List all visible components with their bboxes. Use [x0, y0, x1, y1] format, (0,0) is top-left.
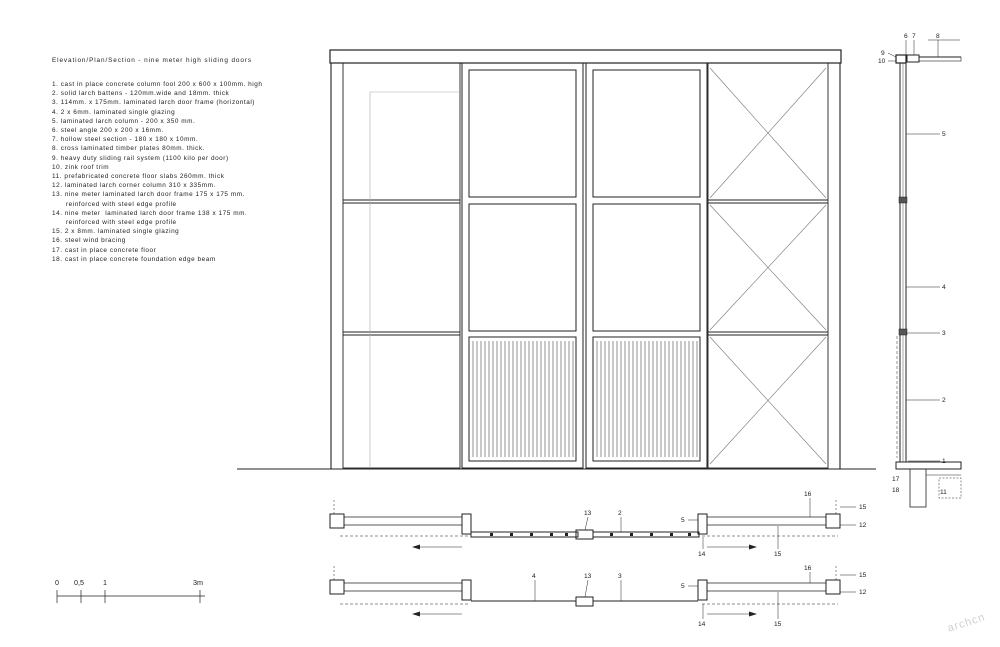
plan2-slide-arrow-right [749, 612, 757, 617]
section-floor [896, 462, 961, 469]
plan1-callout-12: 12 [859, 522, 867, 529]
plan1-door-left [471, 532, 578, 537]
plan2-callout-12: 12 [859, 589, 867, 596]
section-callout-2: 2 [942, 397, 946, 404]
plan1-slide-arrow-left [412, 545, 420, 550]
legend-item: 4. 2 x 6mm. laminated single glazing [52, 108, 176, 116]
plan-closed [330, 491, 867, 558]
sliding-door-right [586, 63, 707, 468]
roof-beam [330, 50, 841, 63]
plan2-corner-column-left [330, 580, 344, 594]
plan1-callout-15b: 15 [774, 551, 782, 558]
legend-item: 14. nine meter laminated larch door frame 138 x 175 mm. reinforced with steel edge profile [52, 209, 248, 227]
elevation-view [237, 50, 876, 469]
section-view [878, 33, 961, 507]
plan1-slide-arrow-right [749, 545, 757, 550]
drawing-title: Elevation/Plan/Section - nine meter high sliding doors [52, 57, 252, 64]
section-callouts [878, 33, 960, 496]
plan1-callout-15: 15 [859, 504, 867, 511]
legend-item: 6. steel angle 200 x 200 x 16mm. [52, 127, 164, 135]
right-braced-panel [708, 63, 828, 468]
legend-item: 15. 2 x 8mm. laminated single glazing [52, 228, 180, 236]
plan-batten-mark [610, 533, 613, 536]
sliding-door-left [462, 63, 583, 468]
plan-batten-mark [565, 533, 568, 536]
legend-item: 18. cast in place concrete foundation edge beam [52, 255, 216, 263]
plan2-callout-4: 4 [532, 573, 536, 580]
section-callout-7: 7 [912, 33, 916, 40]
legend-item: 16. steel wind bracing [52, 237, 126, 245]
section-callout-9: 9 [881, 50, 885, 57]
legend-item: 12. laminated larch corner column 310 x 335mm. [52, 182, 216, 190]
section-callout-17: 17 [892, 476, 900, 483]
section-callout-6: 6 [904, 33, 908, 40]
legend-item: 13. nine meter laminated larch door frame 175 x 175 mm. reinforced with steel edge profile [52, 191, 245, 208]
plan1-door-right [593, 532, 699, 537]
plan2-callout-13: 13 [584, 573, 592, 580]
section-callout-8: 8 [936, 33, 940, 40]
legend-item: 17. cast in place concrete floor [52, 246, 157, 254]
plan1-corner-column-left [330, 514, 344, 528]
plan1-callout-13: 13 [584, 510, 592, 517]
wind-bracing [710, 68, 826, 464]
scale-label-0-5: 0,5 [74, 578, 84, 587]
roof-slab [919, 57, 961, 61]
legend-item: 9. heavy duty sliding rail system (1100 kilo per door) [52, 154, 229, 162]
scale-bar [55, 578, 205, 603]
scale-label-3m: 3m [193, 578, 203, 587]
plan2-slide-arrow-left [412, 612, 420, 617]
plan2-callout-16: 16 [804, 565, 812, 572]
section-rail-head [896, 55, 906, 63]
legend-item: 3. 114mm. x 175mm. laminated larch door frame (horizontal) [52, 99, 255, 107]
plan-batten-mark [490, 533, 493, 536]
plan2-callout-5: 5 [681, 583, 685, 590]
plan1-callout-2: 2 [618, 510, 622, 517]
plan-open [330, 565, 867, 628]
plan2-callout-15: 15 [859, 572, 867, 579]
batten-pattern-left [473, 341, 573, 457]
legend-item: 10. zink roof trim [52, 163, 110, 171]
plan2-callout-14: 14 [698, 621, 706, 628]
legend-item: 2. solid larch battens - 120mm.wide and 18mm. thick [52, 90, 230, 98]
plan1-corner-column-right [826, 514, 840, 528]
section-callout-11: 11 [940, 489, 947, 496]
plan1-callout-16: 16 [804, 491, 812, 498]
plan-batten-mark [530, 533, 533, 536]
legend-item: 1. cast in place concrete column fool 200 x 600 x 100mm. high [52, 81, 263, 88]
section-callout-1: 1 [942, 458, 946, 465]
plan-batten-mark [510, 533, 513, 536]
plan1-callout-5: 5 [681, 517, 685, 524]
legend-item: 11. prefabricated concrete floor slabs 260mm. thick [52, 173, 225, 181]
plan2-callout-3: 3 [618, 573, 622, 580]
scale-label-1: 1 [103, 578, 107, 587]
plan1-batten-marks [490, 533, 691, 536]
legend-item: 7. hollow steel section - 180 x 180 x 10mm. [52, 136, 199, 144]
watermark-logo: archcn [946, 611, 987, 635]
left-fixed-panel [343, 63, 460, 468]
plan-batten-mark [550, 533, 553, 536]
section-callout-18: 18 [892, 487, 900, 494]
plan1-callout-14: 14 [698, 551, 706, 558]
plan2-corner-column-right [826, 580, 840, 594]
section-callout-10: 10 [878, 58, 886, 65]
plan-batten-mark [670, 533, 673, 536]
section-callout-4: 4 [942, 284, 946, 291]
batten-pattern-right [597, 341, 697, 457]
plan-batten-mark [650, 533, 653, 536]
plan-batten-mark [630, 533, 633, 536]
legend-item: 8. cross laminated timber plates 80mm. thick. [52, 145, 205, 153]
section-callout-3: 3 [942, 330, 946, 337]
legend-item: 5. laminated larch column - 200 x 350 mm. [52, 117, 196, 125]
plan-batten-mark [688, 533, 691, 536]
scale-label-0: 0 [55, 578, 59, 587]
plan2-callout-15b: 15 [774, 621, 782, 628]
section-callout-5: 5 [942, 131, 946, 138]
